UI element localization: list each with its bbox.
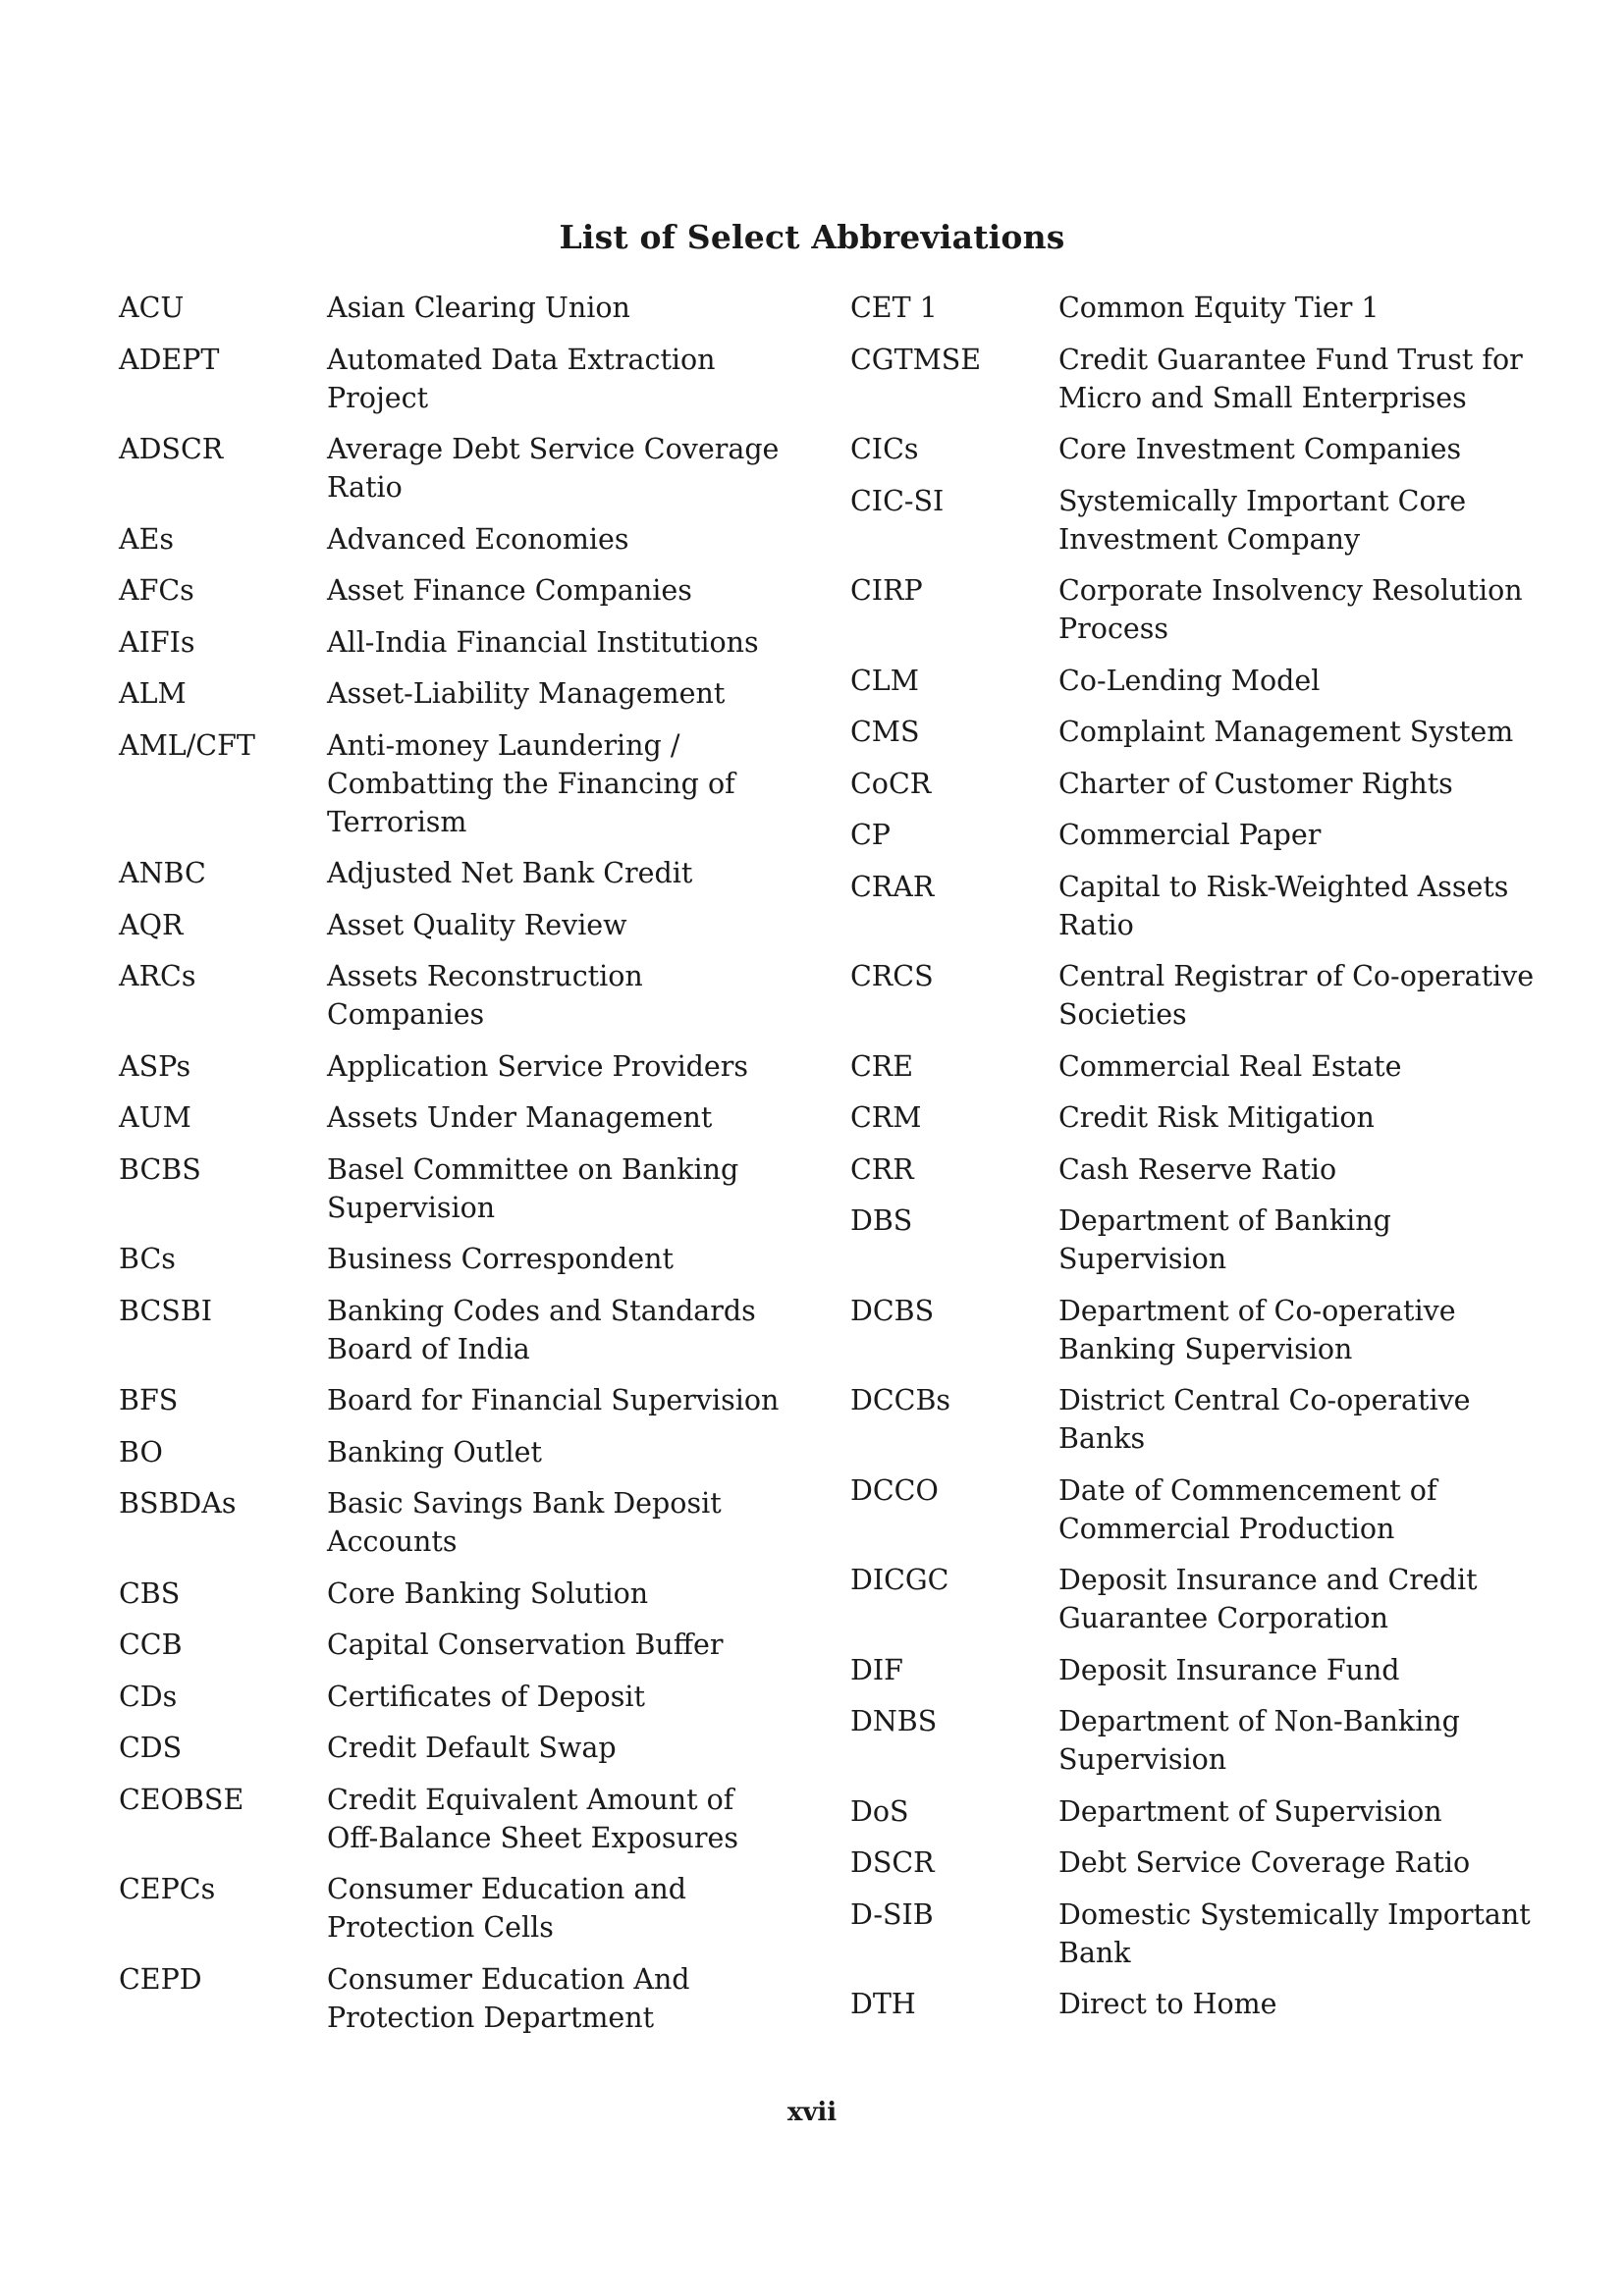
abbreviation-term: DCCO [850,1473,939,1507]
abbreviation-term: ADEPT [119,343,220,376]
abbreviation-entry [119,1729,786,1767]
abbreviation-definition: Co-Lending Model [1058,664,1321,697]
abbreviation-term: AML/CFT [119,728,255,762]
abbreviation-definition: Adjusted Net Bank Credit [327,857,693,889]
abbreviations-left-column [119,289,786,2050]
abbreviation-definition: Credit Guarantee Fund Trust for Micro and Small Enterprises [1058,343,1523,414]
abbreviation-definition: Asset Finance Companies [327,574,692,607]
abbreviation-definition: Application Service Providers [327,1049,749,1083]
abbreviation-term: BCs [119,1243,176,1275]
abbreviation-term: ANBC [119,857,206,889]
abbreviation-definition: Anti-money Laundering / Combatting the Financing of Terrorism [327,728,735,838]
abbreviation-term: CGTMSE [850,343,982,376]
abbreviation-definition: Asset-Liability Management [327,677,726,710]
abbreviation-entry [850,868,1538,944]
abbreviation-entry [850,713,1538,751]
abbreviation-entry [850,1651,1538,1689]
abbreviation-definition: Core Investment Companies [1058,433,1462,465]
abbreviation-definition: Banking Codes and Standards Board of India [327,1294,756,1365]
abbreviation-term: ALM [119,677,187,710]
abbreviation-term: DICGC [850,1564,949,1596]
abbreviation-term: CoCR [850,767,932,800]
abbreviation-entry [119,623,786,662]
abbreviation-entry [850,1702,1538,1779]
abbreviation-entry [850,430,1538,468]
abbreviation-definition: Basel Committee on Banking Supervision [327,1152,739,1224]
abbreviation-term: CRAR [850,870,935,903]
abbreviation-definition: Consumer Education and Protection Cells [327,1873,686,1944]
abbreviation-term: CIC-SI [850,484,945,517]
abbreviation-term: AIFIs [119,625,195,659]
abbreviation-entry [119,1292,786,1368]
abbreviation-entry [119,726,786,841]
abbreviation-term: BFS [119,1384,179,1416]
abbreviation-definition: Cash Reserve Ratio [1058,1152,1337,1186]
abbreviation-term: DSCR [850,1846,935,1879]
abbreviation-term: ADSCR [119,433,224,465]
abbreviation-term: CEOBSE [119,1783,244,1816]
abbreviation-definition: Debt Service Coverage Ratio [1058,1846,1471,1879]
abbreviation-entry [850,662,1538,700]
abbreviation-entry [119,289,786,327]
abbreviation-term: CRCS [850,960,934,992]
abbreviation-term: CRE [850,1049,914,1083]
abbreviation-definition: Board for Financial Supervision [327,1384,780,1416]
abbreviation-entry [119,1433,786,1471]
abbreviation-term: CIRP [850,574,923,607]
abbreviation-definition: Commercial Real Estate [1058,1049,1402,1083]
abbreviation-entry [850,1561,1538,1637]
page-number: xvii [786,2098,838,2127]
abbreviation-entry [119,1150,786,1227]
abbreviation-definition: Core Banking Solution [327,1576,649,1610]
abbreviation-entry [119,1626,786,1664]
page-title: List of Select Abbreviations [559,218,1065,256]
abbreviation-entry [850,1471,1538,1548]
abbreviation-entry [850,341,1538,417]
abbreviation-definition: All-India Financial Institutions [327,625,759,659]
abbreviation-term: CMS [850,716,920,748]
abbreviation-definition: Credit Default Swap [327,1732,617,1764]
abbreviation-term: CLM [850,664,919,697]
abbreviation-term: CRM [850,1101,922,1134]
abbreviation-term: CICs [850,433,919,465]
abbreviation-definition: Complaint Management System [1058,716,1514,748]
abbreviation-entry [850,571,1538,648]
abbreviation-term: CET 1 [850,292,938,324]
abbreviation-entry [119,674,786,713]
abbreviation-term: CP [850,819,891,851]
abbreviation-definition: Business Correspondent [327,1243,674,1275]
abbreviation-definition: Central Registrar of Co-operative Societies [1058,960,1535,1031]
abbreviation-term: ASPs [119,1049,191,1083]
abbreviation-entry [850,765,1538,803]
abbreviation-entry [119,957,786,1034]
abbreviation-definition: Automated Data Extraction Project [327,343,716,414]
abbreviation-term: BCSBI [119,1294,213,1327]
abbreviation-definition: Department of Non-Banking Supervision [1058,1705,1460,1776]
abbreviation-term: CCB [119,1629,183,1661]
abbreviation-definition: Basic Savings Bank Deposit Accounts [327,1487,722,1558]
abbreviation-term: D-SIB [850,1897,934,1931]
abbreviation-definition: District Central Co-operative Banks [1058,1384,1471,1455]
abbreviation-term: CEPD [119,1962,202,1996]
abbreviation-definition: Asian Clearing Union [327,292,630,324]
abbreviation-entry [119,1047,786,1086]
abbreviation-definition: Direct to Home [1058,1988,1277,2020]
abbreviations-right-column [850,289,1538,2037]
abbreviation-entry [850,1381,1538,1458]
abbreviation-definition: Capital to Risk-Weighted Assets Ratio [1058,870,1509,941]
abbreviation-entry [119,1484,786,1561]
abbreviation-definition: Credit Equivalent Amount of Off-Balance Sheet Exposures [327,1783,739,1854]
abbreviation-entry [119,1098,786,1137]
abbreviation-entry [850,1150,1538,1189]
abbreviation-entry [119,1781,786,1857]
abbreviation-term: DTH [850,1988,916,2020]
abbreviation-definition: Department of Supervision [1058,1794,1442,1828]
abbreviation-entry [119,1678,786,1716]
abbreviation-entry [119,854,786,892]
abbreviation-definition: Deposit Insurance and Credit Guarantee Corporation [1058,1564,1478,1634]
abbreviation-entry [119,341,786,417]
abbreviation-term: AUM [119,1101,191,1134]
abbreviation-definition: Charter of Customer Rights [1058,767,1453,800]
abbreviation-term: DBS [850,1204,913,1237]
abbreviation-definition: Certificates of Deposit [327,1680,645,1713]
abbreviation-definition: Systemically Important Core Investment Company [1058,484,1467,556]
abbreviation-entry [119,571,786,610]
abbreviation-definition: Commercial Paper [1058,819,1322,851]
abbreviation-definition: Banking Outlet [327,1435,542,1468]
abbreviation-entry [119,906,786,944]
abbreviation-term: BO [119,1435,163,1468]
abbreviation-definition: Assets Under Management [327,1101,713,1134]
abbreviation-definition: Assets Reconstruction Companies [327,960,643,1031]
abbreviation-term: CBS [119,1576,181,1610]
abbreviation-term: DoS [850,1794,909,1828]
abbreviation-entry [850,1896,1538,1972]
abbreviation-term: BSBDAs [119,1487,237,1520]
abbreviation-definition: Department of Co-operative Banking Supervision [1058,1294,1456,1365]
abbreviation-term: AQR [119,908,184,941]
abbreviation-entry [850,289,1538,327]
abbreviation-term: CDs [119,1680,178,1713]
abbreviation-term: ACU [119,292,185,324]
abbreviation-term: AFCs [119,574,194,607]
abbreviation-entry [850,482,1538,559]
abbreviation-term: ARCs [119,960,196,992]
abbreviation-definition: Asset Quality Review [327,908,627,941]
abbreviation-entry [119,520,786,559]
abbreviation-term: DCBS [850,1294,935,1327]
abbreviation-entry [850,1047,1538,1086]
abbreviation-term: CRR [850,1152,914,1186]
abbreviation-definition: Capital Conservation Buffer [327,1629,724,1661]
abbreviation-definition: Department of Banking Supervision [1058,1204,1391,1275]
abbreviation-term: CDS [119,1732,183,1764]
abbreviation-entry [119,1870,786,1947]
abbreviation-entry [119,1381,786,1419]
abbreviation-entry [119,1960,786,2037]
abbreviation-entry [119,430,786,507]
abbreviation-entry [850,816,1538,854]
abbreviation-entry [850,1792,1538,1831]
abbreviation-definition: Common Equity Tier 1 [1058,292,1380,324]
abbreviation-definition: Advanced Economies [327,522,629,556]
abbreviation-entry [119,1240,786,1278]
abbreviation-entry [850,1201,1538,1278]
abbreviation-term: AEs [119,522,175,556]
abbreviation-definition: Corporate Insolvency Resolution Process [1058,574,1523,645]
abbreviation-entry [119,1575,786,1613]
abbreviation-definition: Credit Risk Mitigation [1058,1101,1375,1134]
abbreviation-entry [850,1985,1538,2023]
abbreviation-definition: Consumer Education And Protection Department [327,1962,690,2034]
abbreviation-term: BCBS [119,1152,201,1186]
abbreviation-definition: Domestic Systemically Important Bank [1058,1897,1531,1969]
abbreviation-entry [850,1098,1538,1137]
abbreviation-definition: Date of Commencement of Commercial Production [1058,1473,1437,1545]
abbreviation-definition: Deposit Insurance Fund [1058,1653,1400,1686]
abbreviation-term: CEPCs [119,1873,216,1905]
abbreviation-definition: Average Debt Service Coverage Ratio [327,433,780,504]
abbreviation-term: DIF [850,1653,903,1686]
abbreviation-entry [850,1843,1538,1882]
abbreviation-entry [850,957,1538,1034]
abbreviation-entry [850,1292,1538,1368]
abbreviation-term: DCCBs [850,1384,951,1416]
abbreviation-term: DNBS [850,1705,938,1737]
